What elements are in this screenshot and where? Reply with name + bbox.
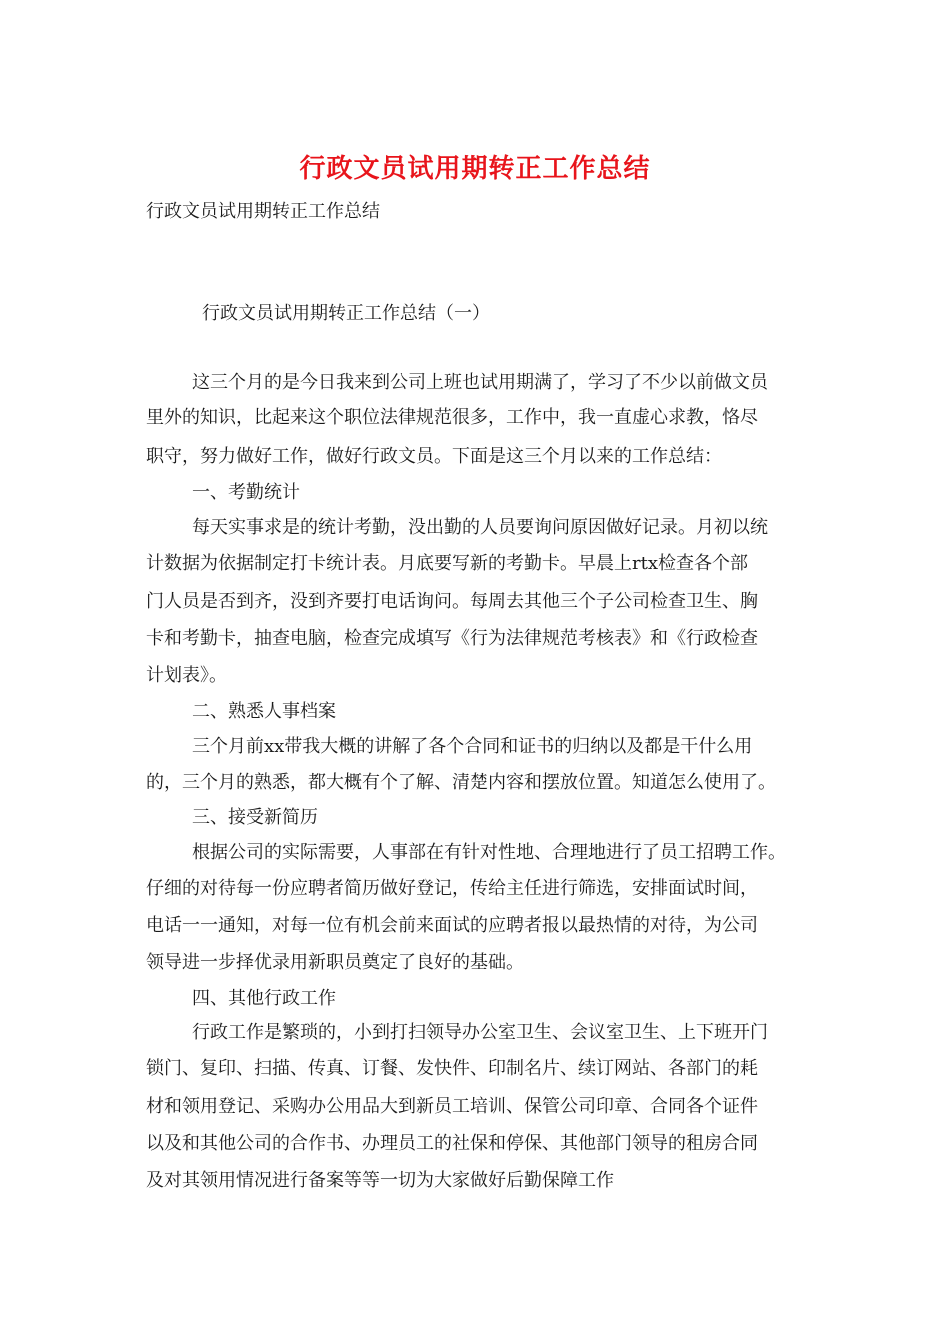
paragraph-line: 这三个月的是今日我来到公司上班也试用期满了，学习了不少以前做文员: [192, 372, 768, 393]
list-heading-personnel-files: 二、熟悉人事档案: [192, 701, 336, 722]
paragraph-line: 职守，努力做好工作，做好行政文员。下面是这三个月以来的工作总结：: [146, 446, 722, 467]
paragraph-line: 门人员是否到齐，没到齐要打电话询问。每周去其他三个子公司检查卫生、胸: [146, 591, 758, 612]
paragraph-line: 锁门、复印、扫描、传真、订餐、发快件、印制名片、续订网站、各部门的耗: [146, 1058, 758, 1079]
paragraph-line: 三个月前xx带我大概的讲解了各个合同和证书的归纳以及都是干什么用: [192, 736, 753, 757]
document-title: 行政文员试用期转正工作总结: [299, 154, 651, 184]
paragraph-line: 的，三个月的熟悉，都大概有个了解、清楚内容和摆放位置。知道怎么使用了。: [146, 772, 776, 793]
list-heading-attendance: 一、考勤统计: [192, 482, 300, 503]
paragraph-line: 卡和考勤卡，抽查电脑，检查完成填写《行为法律规范考核表》和《行政检查: [146, 628, 758, 649]
paragraph-line: 及对其领用情况进行备案等等一切为大家做好后勤保障工作: [146, 1170, 614, 1191]
list-heading-resumes: 三、接受新简历: [192, 807, 318, 828]
list-heading-other-admin: 四、其他行政工作: [192, 988, 336, 1009]
paragraph-line: 仔细的对待每一份应聘者简历做好登记，传给主任进行筛选，安排面试时间，: [146, 878, 758, 899]
paragraph-line: 以及和其他公司的合作书、办理员工的社保和停保、其他部门领导的租房合同: [146, 1133, 758, 1154]
paragraph-line: 里外的知识，比起来这个职位法律规范很多，工作中，我一直虚心求教，恪尽: [146, 407, 758, 428]
paragraph-line: 材和领用登记、采购办公用品大到新员工培训、保管公司印章、合同各个证件: [146, 1096, 758, 1117]
paragraph-line: 计数据为依据制定打卡统计表。月底要写新的考勤卡。早晨上rtx检查各个部: [146, 553, 748, 574]
paragraph-line: 电话一一通知，对每一位有机会前来面试的应聘者报以最热情的对待，为公司: [146, 915, 758, 936]
paragraph-line: 计划表》。: [146, 665, 227, 686]
paragraph-line: 领导进一步择优录用新职员奠定了良好的基础。: [146, 952, 524, 973]
section-heading: 行政文员试用期转正工作总结（一）: [202, 303, 490, 324]
paragraph-line: 根据公司的实际需要，人事部在有针对性地、合理地进行了员工招聘工作。: [192, 842, 786, 863]
paragraph-line: 每天实事求是的统计考勤，没出勤的人员要询问原因做好记录。月初以统: [192, 517, 768, 538]
document-subtitle: 行政文员试用期转正工作总结: [146, 201, 380, 222]
paragraph-line: 行政工作是繁琐的，小到打扫领导办公室卫生、会议室卫生、上下班开门: [192, 1022, 768, 1043]
